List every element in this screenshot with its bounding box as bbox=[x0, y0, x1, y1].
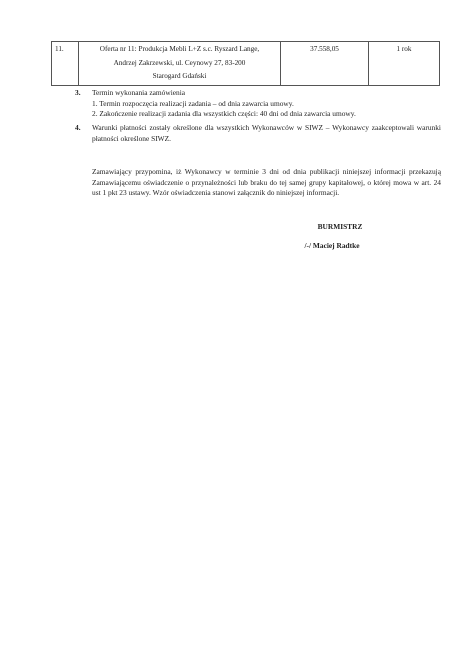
reminder-paragraph bbox=[92, 160, 441, 206]
offer-number: 11. bbox=[52, 42, 79, 86]
section-3-line: 1. Termin rozpoczęcia realizacji zadania – od dnia zawarcia umowy. bbox=[92, 98, 294, 108]
section-4-number: 4. bbox=[75, 123, 81, 132]
offer-name-line: Oferta nr 11: Produkcja Mebli L+Z s.c. Ryszard Lange, bbox=[99, 45, 260, 53]
section-4-text: Warunki płatności zostały określone dla wszystkich Wykonawców w SIWZ – Wykonawcy zaakceptowali warunki płatności określone SIWZ. bbox=[92, 123, 441, 143]
offer-name-line: Andrzej Zakrzewski, ul. Ceynowy 27, 83-200 bbox=[113, 58, 246, 67]
offer-term: 1 rok bbox=[369, 42, 440, 86]
reminder-text: Zamawiający przypomina, iż Wykonawcy w terminie 3 dni od dnia publikacji niniejszej informacji przekazują Zamawiającemu oświadczenie o przynależności lub braku do tej samej grupy kapitałowej, o której mowa w art. 24 ust 1 pkt 23 ustawy. Wzór oświadczenia stanowi załącznik do niniejszej informacji. bbox=[92, 167, 441, 198]
section-4 bbox=[75, 123, 441, 144]
offers-table bbox=[51, 41, 440, 86]
section-3-line: 2. Zakończenie realizacji zadania dla wszystkich części: 40 dni od dnia zawarcia umowy. bbox=[92, 109, 356, 119]
section-3-item bbox=[75, 88, 441, 120]
signature-name: /-/ Maciej Radtke bbox=[304, 241, 360, 250]
section-3 bbox=[75, 88, 441, 120]
offer-name bbox=[79, 42, 281, 86]
table-row bbox=[52, 42, 440, 86]
section-3-title: Termin wykonania zamówienia bbox=[92, 88, 186, 97]
offer-price: 37.558,05 bbox=[281, 42, 369, 86]
signature-title: BURMISTRZ bbox=[317, 222, 363, 231]
section-3-number: 3. bbox=[75, 88, 81, 97]
offer-name-line: Starogard Gdański bbox=[152, 72, 207, 81]
section-4-item bbox=[75, 123, 441, 144]
